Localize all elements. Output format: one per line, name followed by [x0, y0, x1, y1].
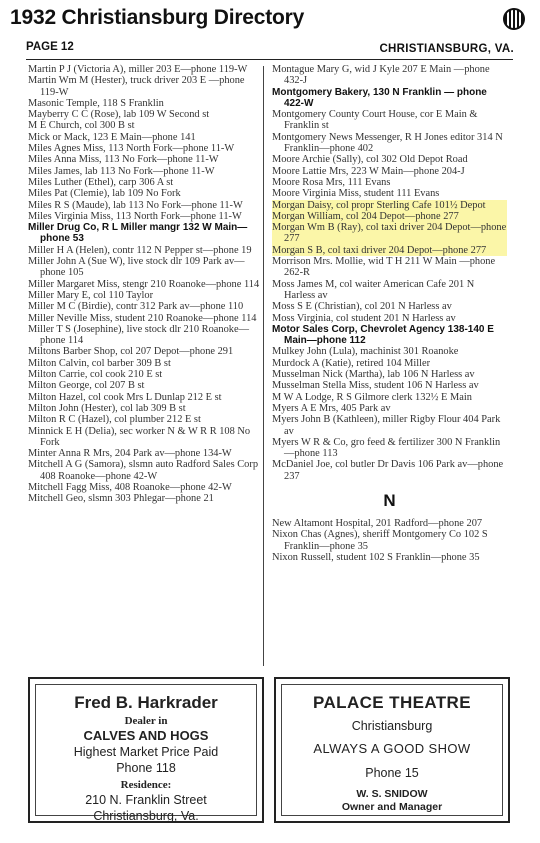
- directory-entry: Myers John B (Kathleen), miller Rigby Flour 404 Park av: [272, 414, 501, 437]
- directory-entry: Milton Carrie, col cook 210 E st: [28, 369, 163, 381]
- directory-entry: Moore Rosa Mrs, 111 Evans: [272, 176, 391, 188]
- directory-entry: Mulkey John (Lula), machinist 301 Roanoke: [272, 346, 459, 358]
- place-heading: CHRISTIANSBURG, VA.: [379, 43, 514, 55]
- ad-palace-theatre: [274, 677, 510, 823]
- directory-entry: Miles James, lab 113 No Fork—phone 11-W: [28, 165, 215, 177]
- directory-entry: Morgan Wm B (Ray), col taxi driver 204 Depot—phone 277: [272, 222, 507, 245]
- directory-entry: Miles Virginia Miss, 113 North Fork—phone 11-W: [28, 210, 242, 222]
- ad-palace-frame: [281, 684, 503, 816]
- ad-harkrader-city: Christiansburg, Va.: [93, 809, 199, 823]
- directory-entry: Miller Mary E, col 110 Taylor: [28, 289, 154, 301]
- directory-entry: Minter Anna R Mrs, 204 Park av—phone 134-W: [28, 448, 232, 460]
- page-title: 1932 Christiansburg Directory: [10, 6, 305, 29]
- directory-entry: Moss James M, col waiter American Cafe 201 N Harless av: [272, 278, 475, 301]
- directory-entry: Milton George, col 207 B st: [28, 380, 145, 392]
- directory-entry: Miller John A (Sue W), live stock dlr 109 Park av—phone 105: [28, 256, 245, 279]
- directory-entry: Nixon Russell, student 102 S Franklin—phone 35: [272, 551, 480, 563]
- directory-entry: Mick or Mack, 123 E Main—phone 141: [28, 131, 196, 143]
- directory-entry: Miller Drug Co, R L Miller mangr 132 W Main—phone 53: [28, 222, 248, 245]
- directory-entry: Montgomery News Messenger, R H Jones editor 314 N Franklin—phone 402: [272, 131, 503, 155]
- directory-entry: Miles R S (Maude), lab 113 No Fork—phone 11-W: [28, 199, 243, 211]
- directory-entry: Miller Neville Miss, student 210 Roanoke—phone 114: [28, 312, 257, 324]
- directory-entry: Masonic Temple, 118 S Franklin: [28, 97, 164, 109]
- directory-entry: Morgan Daisy, col propr Sterling Cafe 101½ Depot: [272, 200, 507, 211]
- column-divider: [263, 66, 264, 666]
- ad-harkrader-address: 210 N. Franklin Street: [85, 793, 207, 807]
- right-entries-m: [272, 64, 507, 482]
- directory-entry: Miles Pat (Clemie), lab 109 No Fork: [28, 188, 181, 200]
- header-rule: [26, 59, 513, 60]
- directory-entry: Montgomery Bakery, 130 N Franklin — phone 422-W: [272, 86, 487, 109]
- directory-entry: Musselman Nick (Martha), lab 106 N Harless av: [272, 369, 475, 381]
- ad-palace-owner: W. S. SNIDOW: [356, 788, 428, 800]
- directory-entry: M E Church, col 300 B st: [28, 120, 135, 132]
- directory-entry: Montague Mary G, wid J Kyle 207 E Main —phone 432-J: [272, 64, 490, 87]
- directory-entry: Moss Virginia, col student 201 N Harless av: [272, 312, 456, 324]
- ad-palace-phone: Phone 15: [365, 766, 419, 780]
- directory-entry: Milton R C (Hazel), col plumber 212 E st: [28, 414, 201, 426]
- ad-palace-slogan: ALWAYS A GOOD SHOW: [313, 741, 471, 756]
- ad-harkrader-phone: Phone 118: [116, 761, 176, 775]
- page-number: PAGE 12: [26, 41, 74, 53]
- directory-entry: Miller T S (Josephine), live stock dlr 210 Roanoke—phone 114: [28, 323, 249, 347]
- directory-entry: Miltons Barber Shop, col 207 Depot—phone 291: [28, 346, 234, 358]
- directory-entry: Morgan William, col 204 Depot—phone 277: [272, 211, 507, 222]
- directory-entry: Moss S E (Christian), col 201 N Harless av: [272, 301, 452, 313]
- right-entries-n: [272, 518, 507, 563]
- section-letter-n: N: [383, 490, 396, 510]
- directory-entry: Moore Lattie Mrs, 223 W Main—phone 204-J: [272, 165, 465, 177]
- directory-entry: Miles Agnes Miss, 113 North Fork—phone 11-W: [28, 143, 235, 155]
- directory-entry: Mitchell A G (Samora), slsmn auto Radford Sales Corp 408 Roanoke—phone 42-W: [28, 459, 259, 482]
- directory-entry: Moore Archie (Sally), col 302 Old Depot Road: [272, 154, 468, 166]
- directory-entry: Martin Wm M (Hester), truck driver 203 E —phone 119-W: [28, 75, 245, 98]
- directory-entry: Myers W R & Co, gro feed & fertilizer 300 N Franklin—phone 113: [272, 436, 501, 460]
- directory-entry: Montgomery County Court House, cor E Main & Franklin st: [272, 109, 478, 132]
- directory-entry: Minnick E H (Delia), sec worker N & W R R 108 No Fork: [28, 425, 251, 448]
- directory-entry: Morgan S B, col taxi driver 204 Depot—phone 277: [272, 245, 507, 256]
- directory-entry: Murdock A (Katie), retired 104 Miller: [272, 357, 431, 369]
- directory-entry: Miller H A (Helen), contr 112 N Pepper st—phone 19: [28, 244, 252, 256]
- directory-entry: Miles Luther (Ethel), carp 306 A st: [28, 176, 174, 188]
- ad-palace-name: PALACE THEATRE: [313, 693, 471, 712]
- right-column: [272, 64, 507, 664]
- directory-entry: New Altamont Hospital, 201 Radford—phone 207: [272, 517, 483, 529]
- directory-entry: Miller Margaret Miss, stengr 210 Roanoke—phone 114: [28, 278, 260, 290]
- ad-harkrader-residence-label: Residence:: [120, 779, 172, 791]
- ad-palace-city: Christiansburg: [351, 719, 433, 733]
- ad-harkrader: [28, 677, 264, 823]
- directory-entry: Mitchell Fagg Miss, 408 Roanoke—phone 42-W: [28, 481, 232, 493]
- ad-harkrader-goods: CALVES AND HOGS: [83, 728, 209, 743]
- directory-entry: Milton Calvin, col barber 309 B st: [28, 357, 171, 369]
- directory-entry: Martin P J (Victoria A), miller 203 E—phone 119-W: [28, 64, 248, 75]
- left-column: [28, 64, 263, 664]
- circle-seal-icon: [503, 8, 525, 30]
- directory-entry: McDaniel Joe, col butler Dr Davis 106 Park av—phone 237: [272, 459, 504, 482]
- directory-entry: Nixon Chas (Agnes), sheriff Montgomery Co 102 S Franklin—phone 35: [272, 529, 488, 552]
- ad-palace-owner-title: Owner and Manager: [341, 801, 443, 813]
- directory-entry: Morrison Mrs. Mollie, wid T H 211 W Main —phone 262-R: [272, 256, 496, 279]
- directory-entry: M W A Lodge, R S Gilmore clerk 132½ E Main: [272, 391, 472, 403]
- ad-harkrader-frame: [35, 684, 257, 823]
- directory-entry: Motor Sales Corp, Chevrolet Agency 138-140 E Main—phone 112: [272, 323, 494, 347]
- directory-entry: Mayberry C C (Rose), lab 109 W Second st: [28, 109, 210, 121]
- ad-harkrader-price: Highest Market Price Paid: [73, 745, 219, 759]
- ad-harkrader-dealer: Dealer in: [124, 715, 168, 727]
- directory-entry: Musselman Stella Miss, student 106 N Harless av: [272, 380, 479, 392]
- directory-entry: Milton John (Hester), col lab 309 B st: [28, 402, 186, 414]
- directory-entry: Moore Virginia Miss, student 111 Evans: [272, 188, 440, 200]
- directory-entry: Mitchell Geo, slsmn 303 Phlegar—phone 21: [28, 493, 214, 505]
- directory-entry: Miller M C (Birdie), contr 312 Park av—phone 110: [28, 301, 244, 313]
- directory-entry: Milton Hazel, col cook Mrs L Dunlap 212 E st: [28, 391, 222, 403]
- directory-entry: Myers A E Mrs, 405 Park av: [272, 402, 391, 414]
- directory-entry: Miles Anna Miss, 113 No Fork—phone 11-W: [28, 154, 219, 166]
- ad-harkrader-name: Fred B. Harkrader: [74, 693, 218, 712]
